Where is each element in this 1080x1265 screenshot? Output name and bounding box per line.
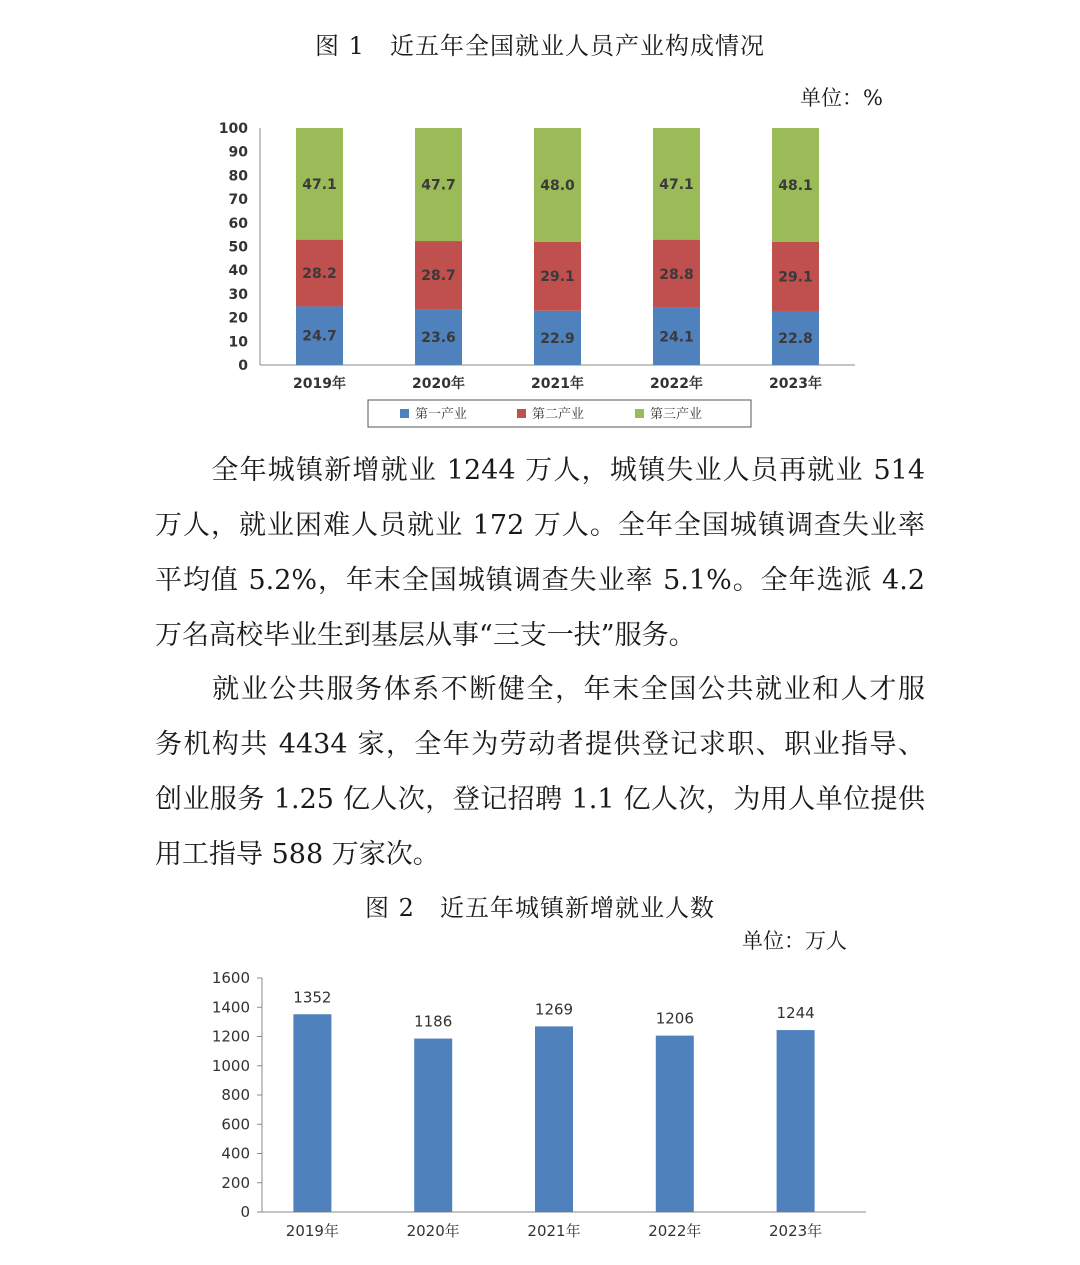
stacked-bar-chart bbox=[190, 110, 870, 440]
bar bbox=[293, 1014, 331, 1212]
data-label: 48.0 bbox=[540, 177, 575, 194]
figure1-unit: 单位：% bbox=[800, 86, 883, 110]
x-tick-label: 2020年 bbox=[406, 1222, 460, 1240]
legend-swatch bbox=[635, 409, 644, 418]
data-label: 1352 bbox=[293, 988, 332, 1007]
figure1-title: 图 1 近五年全国就业人员产业构成情况 bbox=[315, 32, 765, 60]
data-label: 1244 bbox=[776, 1004, 815, 1023]
data-label: 29.1 bbox=[778, 269, 813, 286]
data-label: 47.1 bbox=[659, 176, 694, 193]
y-tick-label: 90 bbox=[228, 144, 248, 161]
data-label: 22.9 bbox=[540, 330, 575, 347]
legend-swatch bbox=[517, 409, 526, 418]
legend-label: 第一产业 bbox=[415, 407, 468, 422]
data-label: 1186 bbox=[414, 1012, 453, 1031]
y-tick-label: 800 bbox=[221, 1086, 250, 1104]
y-tick-label: 1000 bbox=[211, 1056, 250, 1075]
data-label: 47.1 bbox=[302, 176, 337, 193]
data-label: 23.6 bbox=[421, 330, 456, 347]
figure2-unit: 单位：万人 bbox=[742, 929, 847, 953]
y-tick-label: 0 bbox=[238, 358, 248, 374]
bar bbox=[656, 1036, 694, 1212]
data-label: 48.1 bbox=[778, 177, 813, 194]
y-tick-label: 30 bbox=[228, 286, 248, 303]
x-tick-label: 2023年 bbox=[769, 376, 822, 392]
y-tick-label: 200 bbox=[221, 1173, 250, 1192]
bar-chart bbox=[190, 960, 880, 1260]
data-label: 29.1 bbox=[540, 269, 575, 286]
y-tick-label: 50 bbox=[228, 239, 248, 256]
y-tick-label: 400 bbox=[221, 1144, 250, 1163]
data-label: 28.7 bbox=[421, 268, 456, 285]
x-tick-label: 2019年 bbox=[285, 1222, 339, 1240]
y-tick-label: 0 bbox=[240, 1203, 250, 1221]
bar bbox=[414, 1039, 452, 1212]
y-tick-label: 1400 bbox=[211, 998, 250, 1017]
paragraph-line: 平均值 5.2%，年末全国城镇调查失业率 5.1%。全年选派 4.2 bbox=[155, 565, 925, 596]
data-label: 1269 bbox=[534, 1000, 574, 1019]
y-tick-label: 10 bbox=[228, 334, 248, 351]
x-tick-label: 2020年 bbox=[412, 376, 465, 392]
y-tick-label: 80 bbox=[228, 168, 248, 185]
bar bbox=[777, 1030, 815, 1212]
x-tick-label: 2019年 bbox=[293, 376, 346, 392]
y-tick-label: 1600 bbox=[211, 969, 250, 987]
data-label: 24.1 bbox=[659, 329, 694, 346]
data-label: 28.8 bbox=[659, 266, 694, 283]
x-tick-label: 2021年 bbox=[531, 376, 584, 392]
data-label: 47.7 bbox=[421, 177, 456, 194]
paragraph-employment-stats bbox=[155, 443, 925, 663]
paragraph-line: 就业公共服务体系不断健全，年末全国公共就业和人才服 bbox=[155, 674, 925, 705]
paragraph-public-service bbox=[155, 662, 925, 882]
y-tick-label: 70 bbox=[228, 192, 248, 209]
data-label: 1206 bbox=[655, 1009, 694, 1028]
bar bbox=[535, 1026, 573, 1212]
data-label: 24.7 bbox=[302, 328, 337, 345]
x-tick-label: 2022年 bbox=[648, 1222, 702, 1240]
x-tick-label: 2021年 bbox=[527, 1222, 581, 1240]
x-tick-label: 2022年 bbox=[650, 376, 703, 392]
paragraph-line: 务机构共 4434 家，全年为劳动者提供登记求职、职业指导、 bbox=[155, 729, 925, 760]
data-label: 22.8 bbox=[778, 330, 813, 347]
figure2-title: 图 2 近五年城镇新增就业人数 bbox=[365, 894, 715, 922]
y-tick-label: 40 bbox=[228, 263, 248, 280]
x-tick-label: 2023年 bbox=[769, 1222, 823, 1240]
paragraph-line: 万名高校毕业生到基层从事“三支一扶”服务。 bbox=[155, 620, 696, 651]
y-tick-label: 600 bbox=[221, 1115, 250, 1134]
legend-swatch bbox=[400, 409, 409, 418]
legend-label: 第三产业 bbox=[650, 407, 703, 422]
legend-label: 第二产业 bbox=[532, 407, 585, 422]
data-label: 28.2 bbox=[302, 266, 337, 283]
paragraph-line: 用工指导 588 万家次。 bbox=[155, 839, 440, 870]
y-tick-label: 100 bbox=[218, 121, 248, 137]
chart-legend bbox=[368, 400, 751, 427]
y-tick-label: 20 bbox=[228, 310, 248, 327]
paragraph-line: 全年城镇新增就业 1244 万人，城镇失业人员再就业 514 bbox=[155, 455, 925, 486]
paragraph-line: 创业服务 1.25 亿人次，登记招聘 1.1 亿人次，为用人单位提供 bbox=[155, 784, 925, 815]
y-tick-label: 60 bbox=[228, 215, 248, 232]
y-tick-label: 1200 bbox=[211, 1027, 250, 1046]
paragraph-line: 万人，就业困难人员就业 172 万人。全年全国城镇调查失业率 bbox=[155, 510, 925, 541]
